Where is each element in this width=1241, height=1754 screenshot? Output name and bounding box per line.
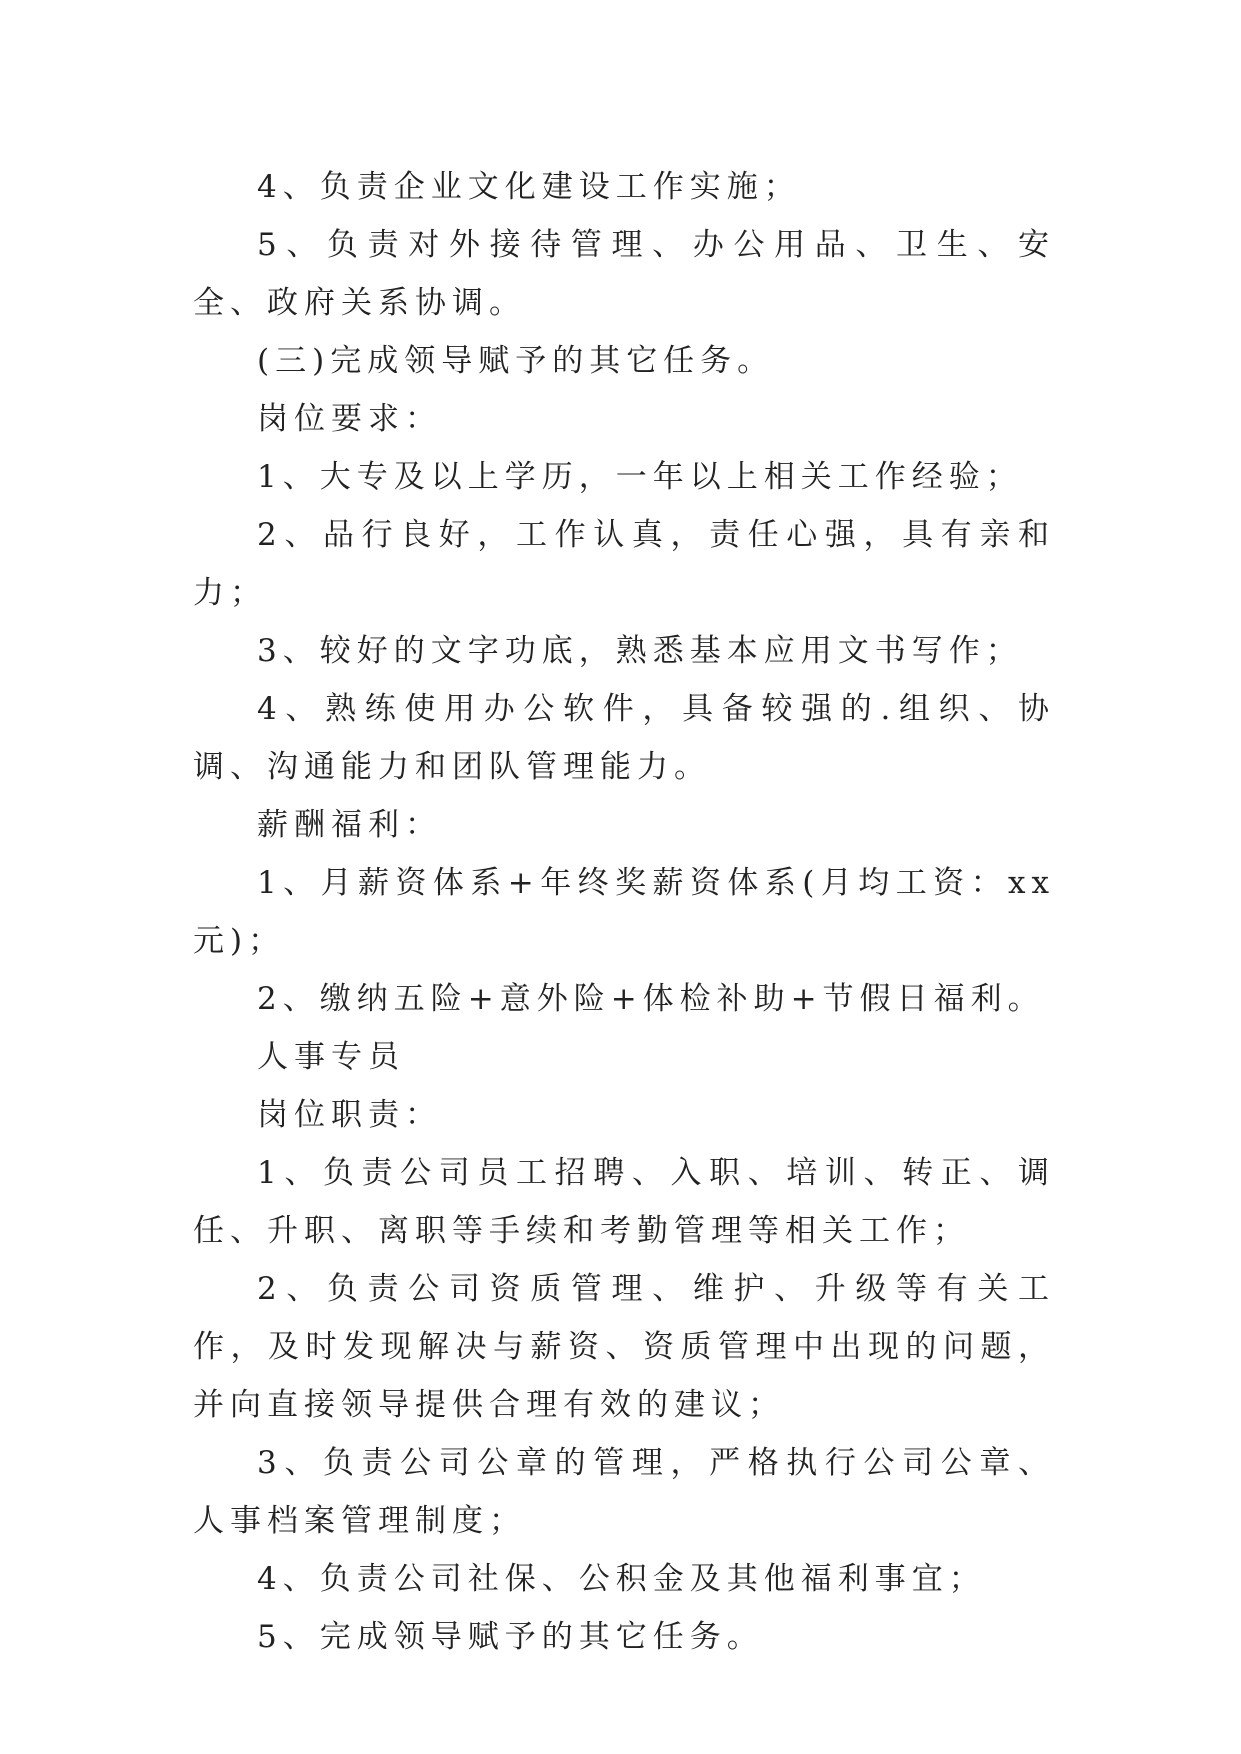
paragraph-insurance-benefits: 2、缴纳五险+意外险+体检补助+节假日福利。 [257, 981, 1045, 1017]
paragraph-duty-other-tasks: 5、完成领导赋予的其它任务。 [257, 1619, 764, 1655]
document-body [193, 158, 1055, 1666]
paragraph-salary-system: 1、月薪资体系+年终奖薪资体系(月均工资：xx 元)； [193, 865, 1055, 959]
heading-compensation: 薪酬福利： [257, 807, 442, 843]
heading-job-duties: 岗位职责： [257, 1097, 442, 1133]
paragraph-duty-social-security: 4、负责公司社保、公积金及其他福利事宜； [257, 1561, 986, 1597]
heading-hr-specialist: 人事专员 [257, 1039, 405, 1075]
paragraph-duty-recruitment: 1、负责公司员工招聘、入职、培训、转正、调任、升职、离职等手续和考勤管理等相关工作； [193, 1155, 1055, 1249]
paragraph-duty-qualification: 2、负责公司资质管理、维护、升级等有关工作，及时发现解决与薪资、资质管理中出现的问题，并向直接领导提供合理有效的建议； [193, 1271, 1055, 1423]
paragraph-reception-management: 5、负责对外接待管理、办公用品、卫生、安全、政府关系协调。 [193, 227, 1055, 321]
paragraph-requirement-writing: 3、较好的文字功底，熟悉基本应用文书写作； [257, 633, 1023, 669]
paragraph-duty-seal: 3、负责公司公章的管理，严格执行公司公章、人事档案管理制度； [193, 1445, 1055, 1539]
paragraph-requirement-office-skills: 4、熟练使用办公软件，具备较强的.组织、协调、沟通能力和团队管理能力。 [193, 691, 1055, 785]
paragraph-requirement-character: 2、品行良好，工作认真，责任心强，具有亲和力； [193, 517, 1055, 611]
paragraph-requirement-education: 1、大专及以上学历，一年以上相关工作经验； [257, 459, 1023, 495]
paragraph-other-tasks: (三)完成领导赋予的其它任务。 [257, 343, 775, 379]
heading-job-requirements: 岗位要求： [257, 401, 442, 437]
paragraph-culture-building: 4、负责企业文化建设工作实施； [257, 169, 801, 205]
